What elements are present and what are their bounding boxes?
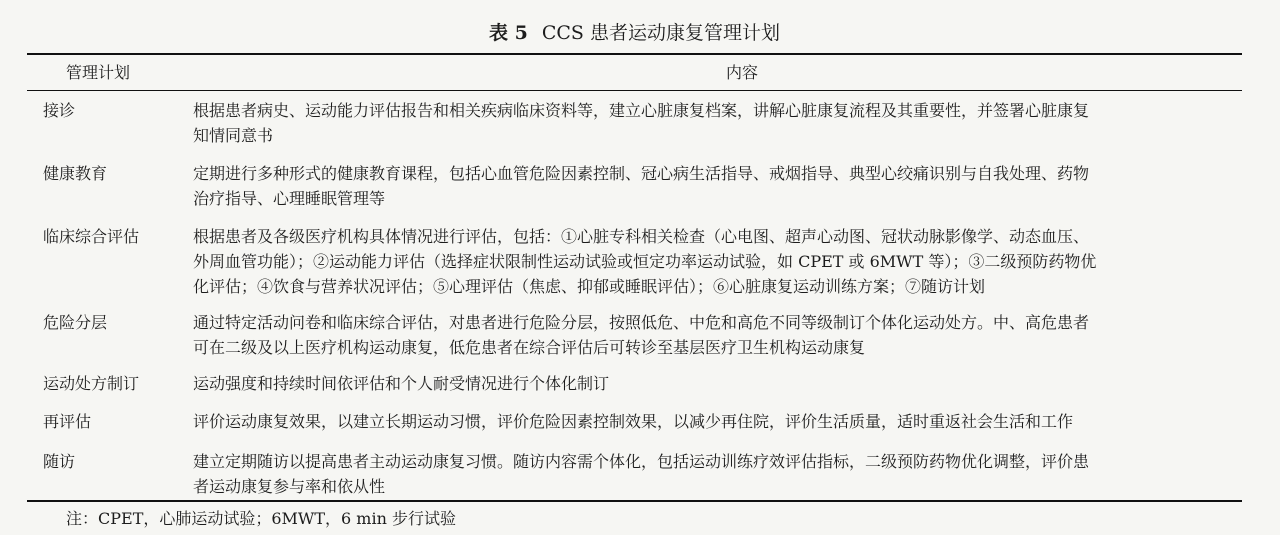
row-name: 接诊 xyxy=(43,101,76,120)
content-line: 知情同意书 xyxy=(193,126,274,145)
content-line: 治疗指导、心理睡眠管理等 xyxy=(193,189,386,208)
content-line: 通过特定活动问卷和临床综合评估，对患者进行危险分层，按照低危、中危和高危不同等级制订个体化运动处方。中、高危患者 xyxy=(193,313,1090,332)
row-name: 再评估 xyxy=(43,412,92,431)
row-name: 临床综合评估 xyxy=(43,227,140,246)
row-content xyxy=(193,98,1233,148)
row-name: 健康教育 xyxy=(43,164,108,183)
table-page xyxy=(27,0,1242,535)
row-name: 危险分层 xyxy=(43,313,108,332)
table-caption xyxy=(27,20,1242,46)
row-content xyxy=(193,161,1233,211)
content-line: 者运动康复参与率和依从性 xyxy=(193,477,386,496)
table-label: 表 5 xyxy=(489,22,528,44)
row-name: 运动处方制订 xyxy=(43,374,140,393)
row-content xyxy=(193,409,1233,434)
bottom-rule xyxy=(27,500,1242,502)
content-line: 运动强度和持续时间依评估和个人耐受情况进行个体化制订 xyxy=(193,374,610,393)
content-line: 根据患者病史、运动能力评估报告和相关疾病临床资料等，建立心脏康复档案，讲解心脏康复流程及其重要性，并签署心脏康复 xyxy=(193,101,1090,120)
content-line: 化评估；④饮食与营养状况评估；⑤心理评估（焦虑、抑郁或睡眠评估）；⑥心脏康复运动训练方案；⑦随访计划 xyxy=(193,277,986,296)
row-content xyxy=(193,449,1233,499)
table-note: 注：CPET，心肺运动试验；6MWT，6 min 步行试验 xyxy=(66,509,456,528)
row-content xyxy=(193,371,1233,396)
row-name: 随访 xyxy=(43,452,76,471)
header-management-plan: 管理计划 xyxy=(66,63,131,82)
content-line: 建立定期随访以提高患者主动运动康复习惯。随访内容需个体化，包括运动训练疗效评估指标，二级预防药物优化调整，评价患 xyxy=(193,452,1090,471)
table-title: CCS 患者运动康复管理计划 xyxy=(541,22,780,44)
header-content: 内容 xyxy=(725,63,758,82)
content-line: 根据患者及各级医疗机构具体情况进行评估，包括：①心脏专科相关检查（心电图、超声心动图、冠状动脉影像学、动态血压、 xyxy=(193,227,1090,246)
content-line: 外周血管功能）；②运动能力评估（选择症状限制性运动试验或恒定功率运动试验，如 CPET 或 6MWT 等）；③二级预防药物优 xyxy=(193,252,1097,271)
header-rule xyxy=(27,90,1242,91)
table-header xyxy=(27,55,1242,90)
row-content xyxy=(193,310,1233,360)
row-content xyxy=(193,224,1233,299)
content-line: 评价运动康复效果，以建立长期运动习惯，评价危险因素控制效果，以减少再住院，评价生活质量，适时重返社会生活和工作 xyxy=(193,412,1074,431)
content-line: 定期进行多种形式的健康教育课程，包括心血管危险因素控制、冠心病生活指导、戒烟指导、典型心绞痛识别与自我处理、药物 xyxy=(193,164,1090,183)
content-line: 可在二级及以上医疗机构运动康复，低危患者在综合评估后可转诊至基层医疗卫生机构运动康复 xyxy=(193,338,866,357)
